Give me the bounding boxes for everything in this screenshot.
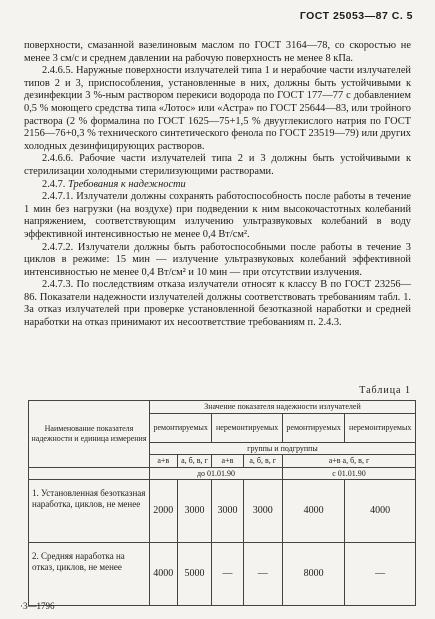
subheading-number: 2.4.7. (42, 178, 66, 190)
cell-value: 3000 (243, 480, 282, 543)
period-before: до 01.01.90 (150, 467, 283, 480)
cell-value: 4000 (150, 543, 178, 606)
cell-value: 3000 (212, 480, 243, 543)
cell-value: 5000 (177, 543, 212, 606)
body-text (24, 40, 411, 330)
column-label: а+в а, б, в, г (282, 455, 415, 468)
group-header: Значение показателя надежности излучателей (150, 401, 416, 414)
paragraph: поверхности, смазанной вазелиновым маслом по ГОСТ 3164—78, со скоростью не менее 3 см/с и среднем давлении на рабочую поверхность не менее 8 кПа. (24, 40, 411, 64)
column-label: а, б, в, г (177, 455, 212, 468)
cell-value: 8000 (282, 543, 344, 606)
reliability-table (28, 400, 416, 606)
sub-header: ремонтируемых (150, 413, 212, 442)
cell-value: 4000 (282, 480, 344, 543)
paragraph: 2.4.7.2. Излучатели должны быть работоспособными после работы в течение 3 циклов в режиме: 15 мин — излучение ультразвуковых колебаний эффективной интенсивностью не менее 0,4 Вт/см² и 10 мин — при отсутствии излучения. (24, 241, 411, 278)
paragraph: 2.4.6.6. Рабочие части излучателей типа 2 и 3 должны быть устойчивыми к стерилизации холодными стерилизующими растворами. (24, 153, 411, 177)
page-header: ГОСТ 25053—87 С. 5 (299, 10, 413, 22)
paragraph: 2.4.6.5. Наружные поверхности излучателей типа 1 и нерабочие части излучателей типов 2 и 3, приспособления, установленные в них, должны быть устойчивыми к дезинфекции 3 %-ным раствором перекиси водорода по ГОСТ 177—77 с добавлением 0,5 % моющего средства типа «Лотос» или «Астра» по ГОСТ 25644—83, или тройного раствора (2 % формалина по ГОСТ 1625—75+1,5 % двууглекислого натрия по ГОСТ 2156—76+0,3 % технического синтетического фенола по ГОСТ 23519—79) или других холодных дезинфицирующих растворов. (24, 65, 411, 152)
cell-value: 3000 (177, 480, 212, 543)
row-name: 2. Средняя наработка на отказ, циклов, не менее (29, 543, 150, 606)
cell-value: 2000 (150, 480, 178, 543)
paragraph: 2.4.7.3. По последствиям отказа излучатели относят к классу В по ГОСТ 23256—86. Показатели надежности излучателей должны соответствовать требованиям табл. 1. За отказ излучателей при проверке установленной безотказной наработки и средней наработки на отказ принимают их несоответствие требованиям п. 2.4.3. (24, 279, 411, 329)
cell-value: — (345, 543, 416, 606)
name-column-header: Наименование показателя надежности и единица измерения (29, 401, 150, 468)
period-spacer (29, 467, 150, 480)
cell-value: 4000 (345, 480, 416, 543)
row-name: 1. Установленная безотказная наработка, циклов, не менее (29, 480, 150, 543)
period-after: с 01.01.90 (282, 467, 415, 480)
table-caption: Таблица 1 (359, 385, 411, 396)
cell-value: — (243, 543, 282, 606)
sub-header: ремонтируемых (282, 413, 344, 442)
groups-label: группы и подгруппы (150, 442, 416, 455)
sub-header: неремонтируемых (345, 413, 416, 442)
column-label: а+в (150, 455, 178, 468)
column-label: а+в (212, 455, 243, 468)
table-row (29, 543, 416, 606)
section-subheading (24, 179, 411, 192)
paragraph: 2.4.7.1. Излучатели должны сохранять работоспособность после работы в течение 1 мин без нагрузки (на воздухе) при подведении к ним высокочастотных колебаний напряжением, соответствующим излучению ультразвуковых колебаний в воду эффективной интенсивностью не менее 0,4 Вт/см². (24, 191, 411, 240)
table-row (29, 480, 416, 543)
page-footer-mark: ·3—1796 (20, 601, 55, 611)
subheading-title: Требования к надежности (68, 178, 186, 190)
column-label: а, б, в, г (243, 455, 282, 468)
cell-value: — (212, 543, 243, 606)
sub-header: неремонтируемых (212, 413, 283, 442)
